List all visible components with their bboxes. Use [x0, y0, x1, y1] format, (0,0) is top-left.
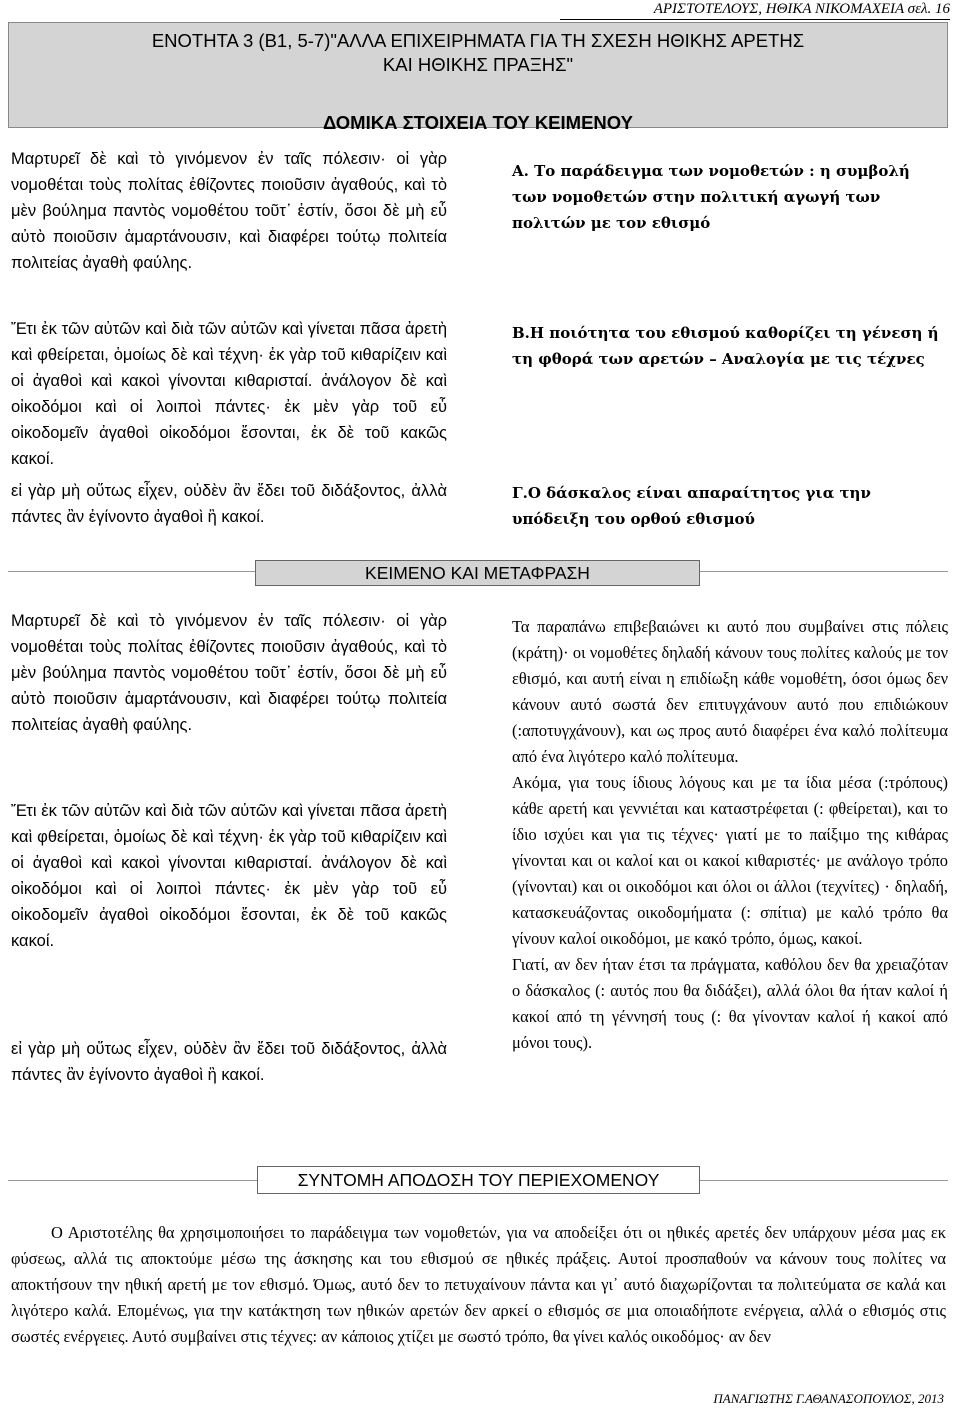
page-header: ΑΡΙΣΤΟΤΕΛΟΥΣ, ΗΘΙΚΑ ΝΙΚΟΜΑΧΕΙΑ σελ. 16 — [560, 0, 950, 20]
summary-text: Ο Αριστοτέλης θα χρησιμοποιήσει το παράδειγμα των νομοθετών, για να αποδείξει ότι οι ηθικές αρετές δεν υπάρχουν μέσα μας εκ φύσεως, αλλά τις αποκτούμε μέσω της άσκησης και του εθισμού σε ηθικές πράξεις. Αυτοί προσπαθούν να κάνουν τους πολίτες να αποκτήσουν την ηθική αρετή με τον εθισμό. Όμως, αυτό δεν το πετυχαίνουν πάντα και γι᾽ αυτό διαχωρίζονται τα πολιτεύματα σε καλά και λιγότερο καλά. Επομένως, για την κατάκτηση των ηθικών αρετών δεν αρκεί ο εθισμός σε μια οποιαδήποτε ενέργεια, αλλά ο εθισμός στις σωστές ενέργειες. Αυτό συμβαίνει στις τέχνες: αν κάποιος χτίζει με σωστό τρόπο, θα γίνει καλός οικοδόμος· αν δεν — [11, 1223, 946, 1346]
structure-greek-3: εἰ γὰρ μὴ οὕτως εἶχεν, οὐδὲν ἂν ἔδει τοῦ διδάξοντος, ἀλλὰ πάντες ἂν ἐγίνοντο ἀγαθοὶ ἢ κακοί. — [11, 482, 447, 526]
structure-point-b: Β.Η ποιότητα του εθισμού καθορίζει τη γένεση ή τη φθορά των αρετών – Αναλογία με τις τέχνες — [512, 324, 939, 368]
translation-paragraph-2: Ακόμα, για τους ίδιους λόγους και με τα ίδια μέσα (:τρόπους) κάθε αρετή και γεννιέται και καταστρέφεται (: φθείρεται), και το ίδιο ισχύει και για τις τέχνες· γιατί με το παίξιμο της κιθάρας γίνονται και οι καλοί και οι κακοί κιθαριστές· με ανάλογο τρόπο (γίνονται) και οι οικοδόμοι και όλοι οι άλλοι (τεχνίτες) · δηλαδή, κατασκευάζοντας οικοδομήματα (: σπίτια) με καλό τρόπο θα γίνουν καλοί οικοδόμοι, με κακό τρόπο, όμως, κακοί. — [512, 773, 948, 948]
text-greek-2: Ἔτι ἐκ τῶν αὐτῶν καὶ διὰ τῶν αὐτῶν καὶ γίνεται πᾶσα ἀρετὴ καὶ φθείρεται, ὁμοίως δὲ καὶ τέχνη· ἐκ γὰρ τοῦ κιθαρίζειν καὶ οἱ ἀγαθοὶ καὶ κακοὶ γίνονται κιθαρισταί. ἀνάλογον δὲ καὶ οἰκοδόμοι καὶ οἱ λοιποὶ πάντες· ἐκ μὲν γὰρ τοῦ εὖ οἰκοδομεῖν ἀγαθοὶ οἰκοδόμοι ἔσονται, ἐκ δὲ τοῦ κακῶς κακοί. — [11, 802, 447, 950]
translation-paragraph-3: Γιατί, αν δεν ήταν έτσι τα πράγματα, καθόλου δεν θα χρειαζόταν ο δάσκαλος (: αυτός που θα διδάξει), αλλά όλοι θα ήταν καλοί ή κακοί από τη γέννησή τους (: θα γίνονταν καλοί ή κακοί από μόνοι τους). — [512, 955, 948, 1052]
text-greek-1: Μαρτυρεῖ δὲ καὶ τὸ γινόμενον ἐν ταῖς πόλεσιν· οἱ γὰρ νομοθέται τοὺς πολίτας ἐθίζοντες ποιοῦσιν ἀγαθούς, καὶ τὸ μὲν βούλημα παντὸς νομοθέτου τοῦτ᾽ ἐστίν, ὅσοι δὲ μὴ εὖ αὐτὸ ποιοῦσιν ἁμαρτάνουσιν, καὶ διαφέρει τούτῳ πολιτεία πολιτείας ἀγαθὴ φαύλης. — [11, 612, 447, 734]
unit-title-banner — [8, 22, 948, 133]
text-translation-heading: ΚΕΙΜΕΝΟ ΚΑΙ ΜΕΤΑΦΡΑΣΗ — [255, 560, 700, 586]
structure-point-a: Α. Το παράδειγμα των νομοθετών : η συμβολή των νομοθετών στην πολιτική αγωγή των πολιτών με τον εθισμό — [512, 162, 910, 232]
page-footer: ΠΑΝΑΓΙΩΤΗΣ Γ.ΑΘΑΝΑΣΟΠΟΥΛΟΣ, 2013 — [713, 1391, 944, 1406]
unit-title-line1: ΕΝΟΤΗΤΑ 3 (Β1, 5-7)"ΑΛΛΑ ΕΠΙΧΕΙΡΗΜΑΤΑ ΓΙΑ ΤΗ ΣΧΕΣΗ ΗΘΙΚΗΣ ΑΡΕΤΗΣ — [151, 30, 805, 51]
structure-greek-2: Ἔτι ἐκ τῶν αὐτῶν καὶ διὰ τῶν αὐτῶν καὶ γίνεται πᾶσα ἀρετὴ καὶ φθείρεται, ὁμοίως δὲ καὶ τέχνη· ἐκ γὰρ τοῦ κιθαρίζειν καὶ οἱ ἀγαθοὶ καὶ κακοὶ γίνονται κιθαρισταί. ἀνάλογον δὲ καὶ οἰκοδόμοι καὶ οἱ λοιποὶ πάντες· ἐκ μὲν γὰρ τοῦ εὖ οἰκοδομεῖν ἀγαθοὶ οἰκοδόμοι ἔσονται, ἐκ δὲ τοῦ κακῶς κακοί. — [11, 320, 447, 468]
structure-greek-1: Μαρτυρεῖ δὲ καὶ τὸ γινόμενον ἐν ταῖς πόλεσιν· οἱ γὰρ νομοθέται τοὺς πολίτας ἐθίζοντες ποιοῦσιν ἀγαθούς, καὶ τὸ μὲν βούλημα παντὸς νομοθέτου τοῦτ᾽ ἐστίν, ὅσοι δὲ μὴ εὖ αὐτὸ ποιοῦσιν ἁμαρτάνουσιν, καὶ διαφέρει τούτῳ πολιτεία πολιτείας ἀγαθὴ φαύλης. — [11, 150, 447, 272]
structure-heading: ΔΟΜΙΚΑ ΣΤΟΙΧΕΙΑ ΤΟΥ ΚΕΙΜΕΝΟΥ — [322, 112, 633, 133]
translation-column — [512, 614, 948, 1056]
summary-heading: ΣΥΝΤΟΜΗ ΑΠΟΔΟΣΗ ΤΟΥ ΠΕΡΙΕΧΟΜΕΝΟΥ — [257, 1166, 700, 1194]
translation-paragraph-1: Τα παραπάνω επιβεβαιώνει κι αυτό που συμβαίνει στις πόλεις (κράτη)· οι νομοθέτες δηλαδή κάνουν τους πολίτες καλούς με τον εθισμό, και αυτή είναι η επιδίωξη κάθε νομοθέτη, όσοι όμως δεν κάνουν αυτό σωστά δεν επιτυγχάνουν αυτό που επιδιώκουν (:αποτυγχάνουν), και ως προς αυτό διαφέρει ένα καλό πολίτευμα από ένα λιγότερο καλό πολίτευμα. — [512, 617, 948, 766]
structure-point-c: Γ.Ο δάσκαλος είναι απαραίτητος για την υπόδειξη του ορθού εθισμού — [512, 484, 871, 528]
unit-title-line2: ΚΑΙ ΗΘΙΚΗΣ ΠΡΑΞΗΣ" — [382, 54, 574, 75]
text-greek-3: εἰ γὰρ μὴ οὕτως εἶχεν, οὐδὲν ἂν ἔδει τοῦ διδάξοντος, ἀλλὰ πάντες ἂν ἐγίνοντο ἀγαθοὶ ἢ κακοί. — [11, 1040, 447, 1084]
